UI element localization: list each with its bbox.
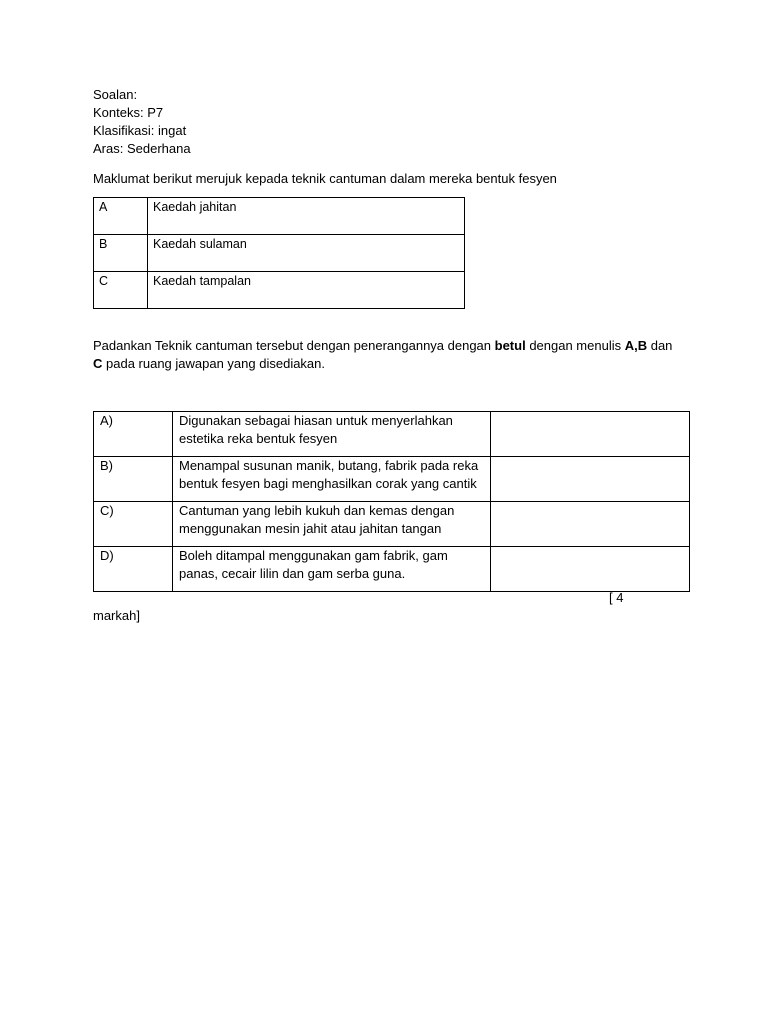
instruction-part: dan: [647, 338, 673, 353]
marks-label-start: [ 4: [609, 590, 624, 605]
instruction-part: Padankan Teknik cantuman tersebut dengan penerangannya dengan: [93, 338, 495, 353]
answer-description: Boleh ditampal menggunakan gam fabrik, gam panas, cecair lilin dan gam serba guna.: [173, 547, 491, 592]
option-text: Kaedah tampalan: [148, 272, 465, 309]
answer-label: D): [94, 547, 173, 592]
answer-space[interactable]: [491, 412, 690, 457]
table-row: [94, 198, 465, 235]
question-page: [93, 86, 693, 623]
instruction-bold: C: [93, 356, 103, 371]
option-letter: B: [94, 235, 148, 272]
answer-space[interactable]: [491, 547, 690, 592]
option-text: Kaedah sulaman: [148, 235, 465, 272]
instruction-bold: betul: [494, 338, 526, 353]
instruction-text: [93, 337, 683, 373]
answer-label: B): [94, 457, 173, 502]
technique-options-table: [93, 197, 465, 309]
answer-description: Digunakan sebagai hiasan untuk menyerlahkan estetika reka bentuk fesyen: [173, 412, 491, 457]
answer-space[interactable]: [491, 457, 690, 502]
option-text: Kaedah jahitan: [148, 198, 465, 235]
answer-space[interactable]: [491, 502, 690, 547]
intro-text: Maklumat berikut merujuk kepada teknik cantuman dalam mereka bentuk fesyen: [93, 171, 557, 186]
instruction-bold: A,B: [624, 338, 648, 353]
table-row: [94, 412, 690, 457]
answer-label: A): [94, 412, 173, 457]
answer-description: Cantuman yang lebih kukuh dan kemas dengan menggunakan mesin jahit atau jahitan tangan: [173, 502, 491, 547]
answer-table: [93, 411, 690, 592]
konteks-line: Konteks: P7: [93, 105, 164, 120]
instruction-part: pada ruang jawapan yang disediakan.: [102, 356, 326, 371]
table-row: [94, 235, 465, 272]
table-row: [94, 272, 465, 309]
answer-label: C): [94, 502, 173, 547]
table-row: [94, 502, 690, 547]
marks-label-end: markah]: [93, 608, 140, 623]
instruction-part: dengan menulis: [525, 338, 625, 353]
klasifikasi-line: Klasifikasi: ingat: [93, 123, 187, 138]
answer-description: Menampal susunan manik, butang, fabrik pada reka bentuk fesyen bagi menghasilkan corak yang cantik: [173, 457, 491, 502]
aras-line: Aras: Sederhana: [93, 141, 191, 156]
table-row: [94, 457, 690, 502]
option-letter: C: [94, 272, 148, 309]
option-letter: A: [94, 198, 148, 235]
soalan-heading: Soalan:: [93, 87, 138, 102]
table-row: [94, 547, 690, 592]
